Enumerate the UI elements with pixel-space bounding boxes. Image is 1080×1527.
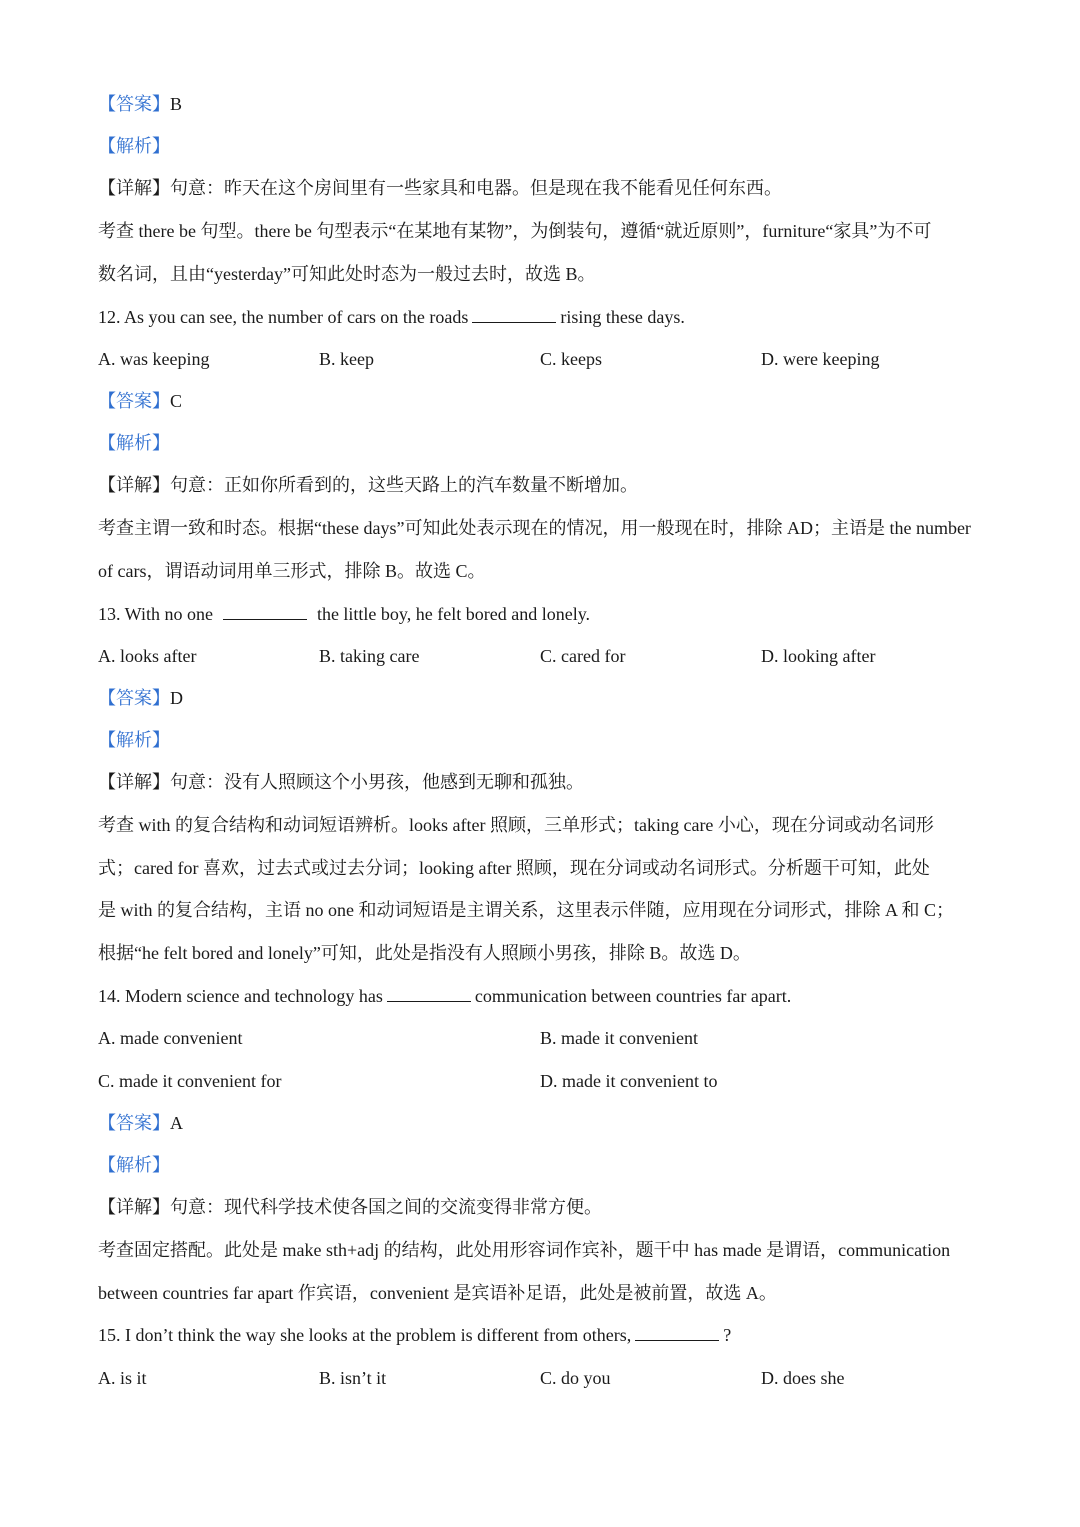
q15-option-a: A. is it	[98, 1368, 147, 1388]
q12-stem-after: rising these days.	[560, 307, 685, 327]
q14-stem-before: 14. Modern science and technology has	[98, 986, 383, 1006]
q13-option-b: B. taking care	[319, 646, 420, 666]
q12-blank	[472, 306, 556, 323]
q11-answer-line	[98, 92, 182, 116]
q12-stem-before: 12. As you can see, the number of cars on the roads	[98, 307, 469, 327]
q14-explanation-line-1: 考查固定搭配。此处是 make sth+adj 的结构，此处用形容词作宾补，题干中 has made 是谓语，communication	[98, 1240, 951, 1260]
q14-analysis-tag: 【解析】	[98, 1155, 170, 1175]
q11-detail: 【详解】句意：昨天在这个房间里有一些家具和电器。但是现在我不能看见任何东西。	[98, 178, 782, 198]
q13-option-c: C. cared for	[540, 646, 626, 666]
q13-stem	[98, 602, 590, 626]
q15-option-b: B. isn’t it	[319, 1368, 387, 1388]
q15-blank	[635, 1324, 719, 1341]
q14-stem	[98, 984, 791, 1008]
q12-detail: 【详解】句意：正如你所看到的，这些天路上的汽车数量不断增加。	[98, 475, 638, 495]
q13-explanation-line-3: 是 with 的复合结构，主语 no one 和动词短语是主谓关系，这里表示伴随，应用现在分词形式，排除 A 和 C；	[98, 900, 954, 920]
q14-blank	[387, 985, 471, 1002]
q13-answer-line	[98, 686, 183, 710]
q14-answer-line	[98, 1111, 183, 1135]
q14-detail: 【详解】句意：现代科学技术使各国之间的交流变得非常方便。	[98, 1197, 602, 1217]
q14-stem-after: communication between countries far apart.	[474, 986, 792, 1006]
q11-explanation-line-1: 考查 there be 句型。there be 句型表示“在某地有某物”，为倒装句，遵循“就近原则”，furniture“家具”为不可	[98, 221, 932, 241]
q12-option-c: C. keeps	[540, 349, 602, 369]
q12-explanation-line-1: 考查主谓一致和时态。根据“these days”可知此处表示现在的情况，用一般现在时，排除 AD；主语是 the number	[98, 518, 971, 538]
q15-option-d: D. does she	[761, 1368, 845, 1388]
q15-stem-after: ?	[723, 1325, 732, 1345]
q15-stem-before: 15. I don’t think the way she looks at the problem is different from others,	[98, 1325, 632, 1345]
q13-detail: 【详解】句意：没有人照顾这个小男孩，他感到无聊和孤独。	[98, 772, 584, 792]
q12-analysis-tag: 【解析】	[98, 433, 170, 453]
q13-blank	[223, 603, 307, 620]
q12-explanation-line-2: of cars，谓语动词用单三形式，排除 B。故选 C。	[98, 561, 486, 581]
q13-option-d: D. looking after	[761, 646, 876, 666]
q14-option-c: C. made it convenient for	[98, 1071, 282, 1091]
q12-option-b: B. keep	[319, 349, 374, 369]
answer-value: D	[170, 688, 183, 708]
q13-option-a: A. looks after	[98, 646, 197, 666]
q14-explanation-line-2: between countries far apart 作宾语，convenient 是宾语补足语，此处是被前置，故选 A。	[98, 1283, 777, 1303]
q12-option-d: D. were keeping	[761, 349, 880, 369]
answer-value: A	[170, 1113, 183, 1133]
q11-analysis-tag: 【解析】	[98, 136, 170, 156]
answer-value: B	[170, 94, 183, 114]
answer-tag: 【答案】	[98, 688, 170, 708]
q12-answer-line	[98, 389, 182, 413]
q13-explanation-line-1: 考查 with 的复合结构和动词短语辨析。looks after 照顾，三单形式；taking care 小心，现在分词或动名词形	[98, 815, 934, 835]
answer-tag: 【答案】	[98, 391, 170, 411]
q12-option-a: A. was keeping	[98, 349, 210, 369]
q15-option-c: C. do you	[540, 1368, 611, 1388]
q13-explanation-line-2: 式；cared for 喜欢，过去式或过去分词；looking after 照顾，现在分词或动名词形式。分析题干可知，此处	[98, 858, 930, 878]
q14-option-a: A. made convenient	[98, 1028, 243, 1048]
q13-stem-before: 13. With no one	[98, 604, 213, 624]
answer-tag: 【答案】	[98, 94, 170, 114]
q13-explanation-line-4: 根据“he felt bored and lonely”可知，此处是指没有人照顾小男孩，排除 B。故选 D。	[98, 943, 751, 963]
q15-stem	[98, 1323, 731, 1347]
q14-option-d: D. made it convenient to	[540, 1071, 718, 1091]
q12-stem	[98, 305, 685, 329]
answer-tag: 【答案】	[98, 1113, 170, 1133]
q13-analysis-tag: 【解析】	[98, 730, 170, 750]
answer-value: C	[170, 391, 183, 411]
q11-explanation-line-2: 数名词，且由“yesterday”可知此处时态为一般过去时，故选 B。	[98, 264, 596, 284]
q14-option-b: B. made it convenient	[540, 1028, 698, 1048]
q13-stem-after: the little boy, he felt bored and lonely.	[316, 604, 591, 624]
